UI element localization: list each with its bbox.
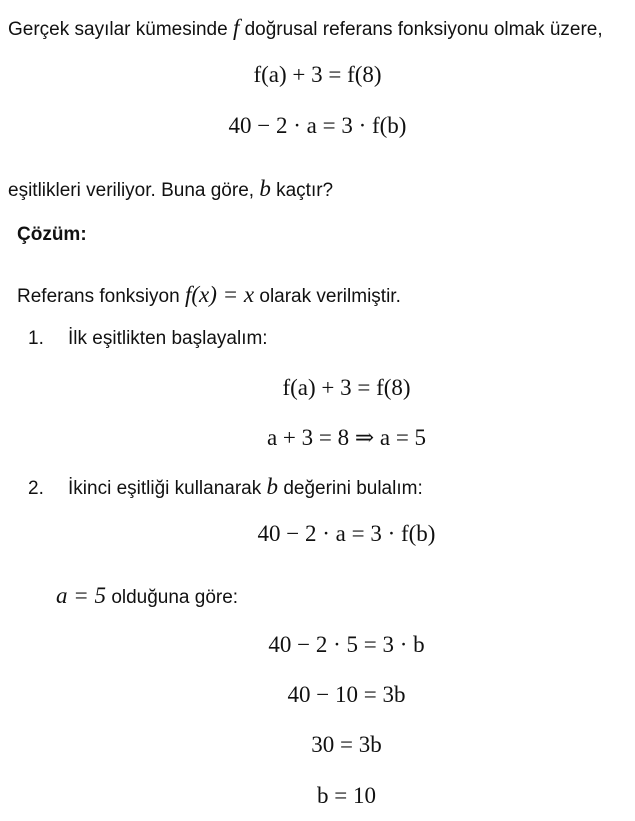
question-post-text: kaçtır? [276,180,334,201]
given-line [56,583,238,609]
step-1-line [28,328,268,350]
step-2-number: 2. [28,478,44,499]
step-2-equation-e: b = 10 [317,783,376,808]
intro-tail-text: doğrusal referans fonksiyonu olmak üzere, [244,19,603,40]
question-pre-text: eşitlikleri veriliyor. Buna göre, [8,180,255,201]
step-2-equation-d: 30 = 3b [311,732,382,757]
equation-2: 40 − 2 · a = 3 · f(b) [228,113,407,138]
step-1-equation-b: a + 3 = 8 ⇒ a = 5 [266,425,427,450]
reference-post-text: olarak verilmiştir. [259,286,401,307]
f-symbol: f [232,15,240,40]
step-1-number: 1. [28,328,44,349]
problem-intro-line [8,15,603,41]
solution-heading: Çözüm: [17,224,87,245]
step-2-b-symbol: b [266,474,279,499]
step-2-equation-c: 40 − 10 = 3b [287,682,406,707]
reference-pre-text: Referans fonksiyon [17,286,180,307]
step-2-line [28,474,423,500]
step-1-equation-a: f(a) + 3 = f(8) [282,375,411,400]
step-2-equation-a: 40 − 2 · a = 3 · f(b) [257,521,436,546]
step-2-text-pre: İkinci eşitliği kullanarak [68,478,262,499]
question-line [8,176,333,202]
step-2-equation-b: 40 − 2 · 5 = 3 · b [268,632,425,657]
given-text: olduğuna göre: [111,587,239,608]
equation-1: f(a) + 3 = f(8) [253,62,382,87]
intro-text: Gerçek sayılar kümesinde [8,19,228,40]
b-symbol: b [259,176,271,201]
step-1-text: İlk eşitlikten başlayalım: [68,328,268,349]
given-expression: a = 5 [56,583,107,608]
step-2-text-post: değerini bulalım: [283,478,423,499]
reference-expression: f(x) = x [184,282,255,307]
reference-line [17,282,401,308]
